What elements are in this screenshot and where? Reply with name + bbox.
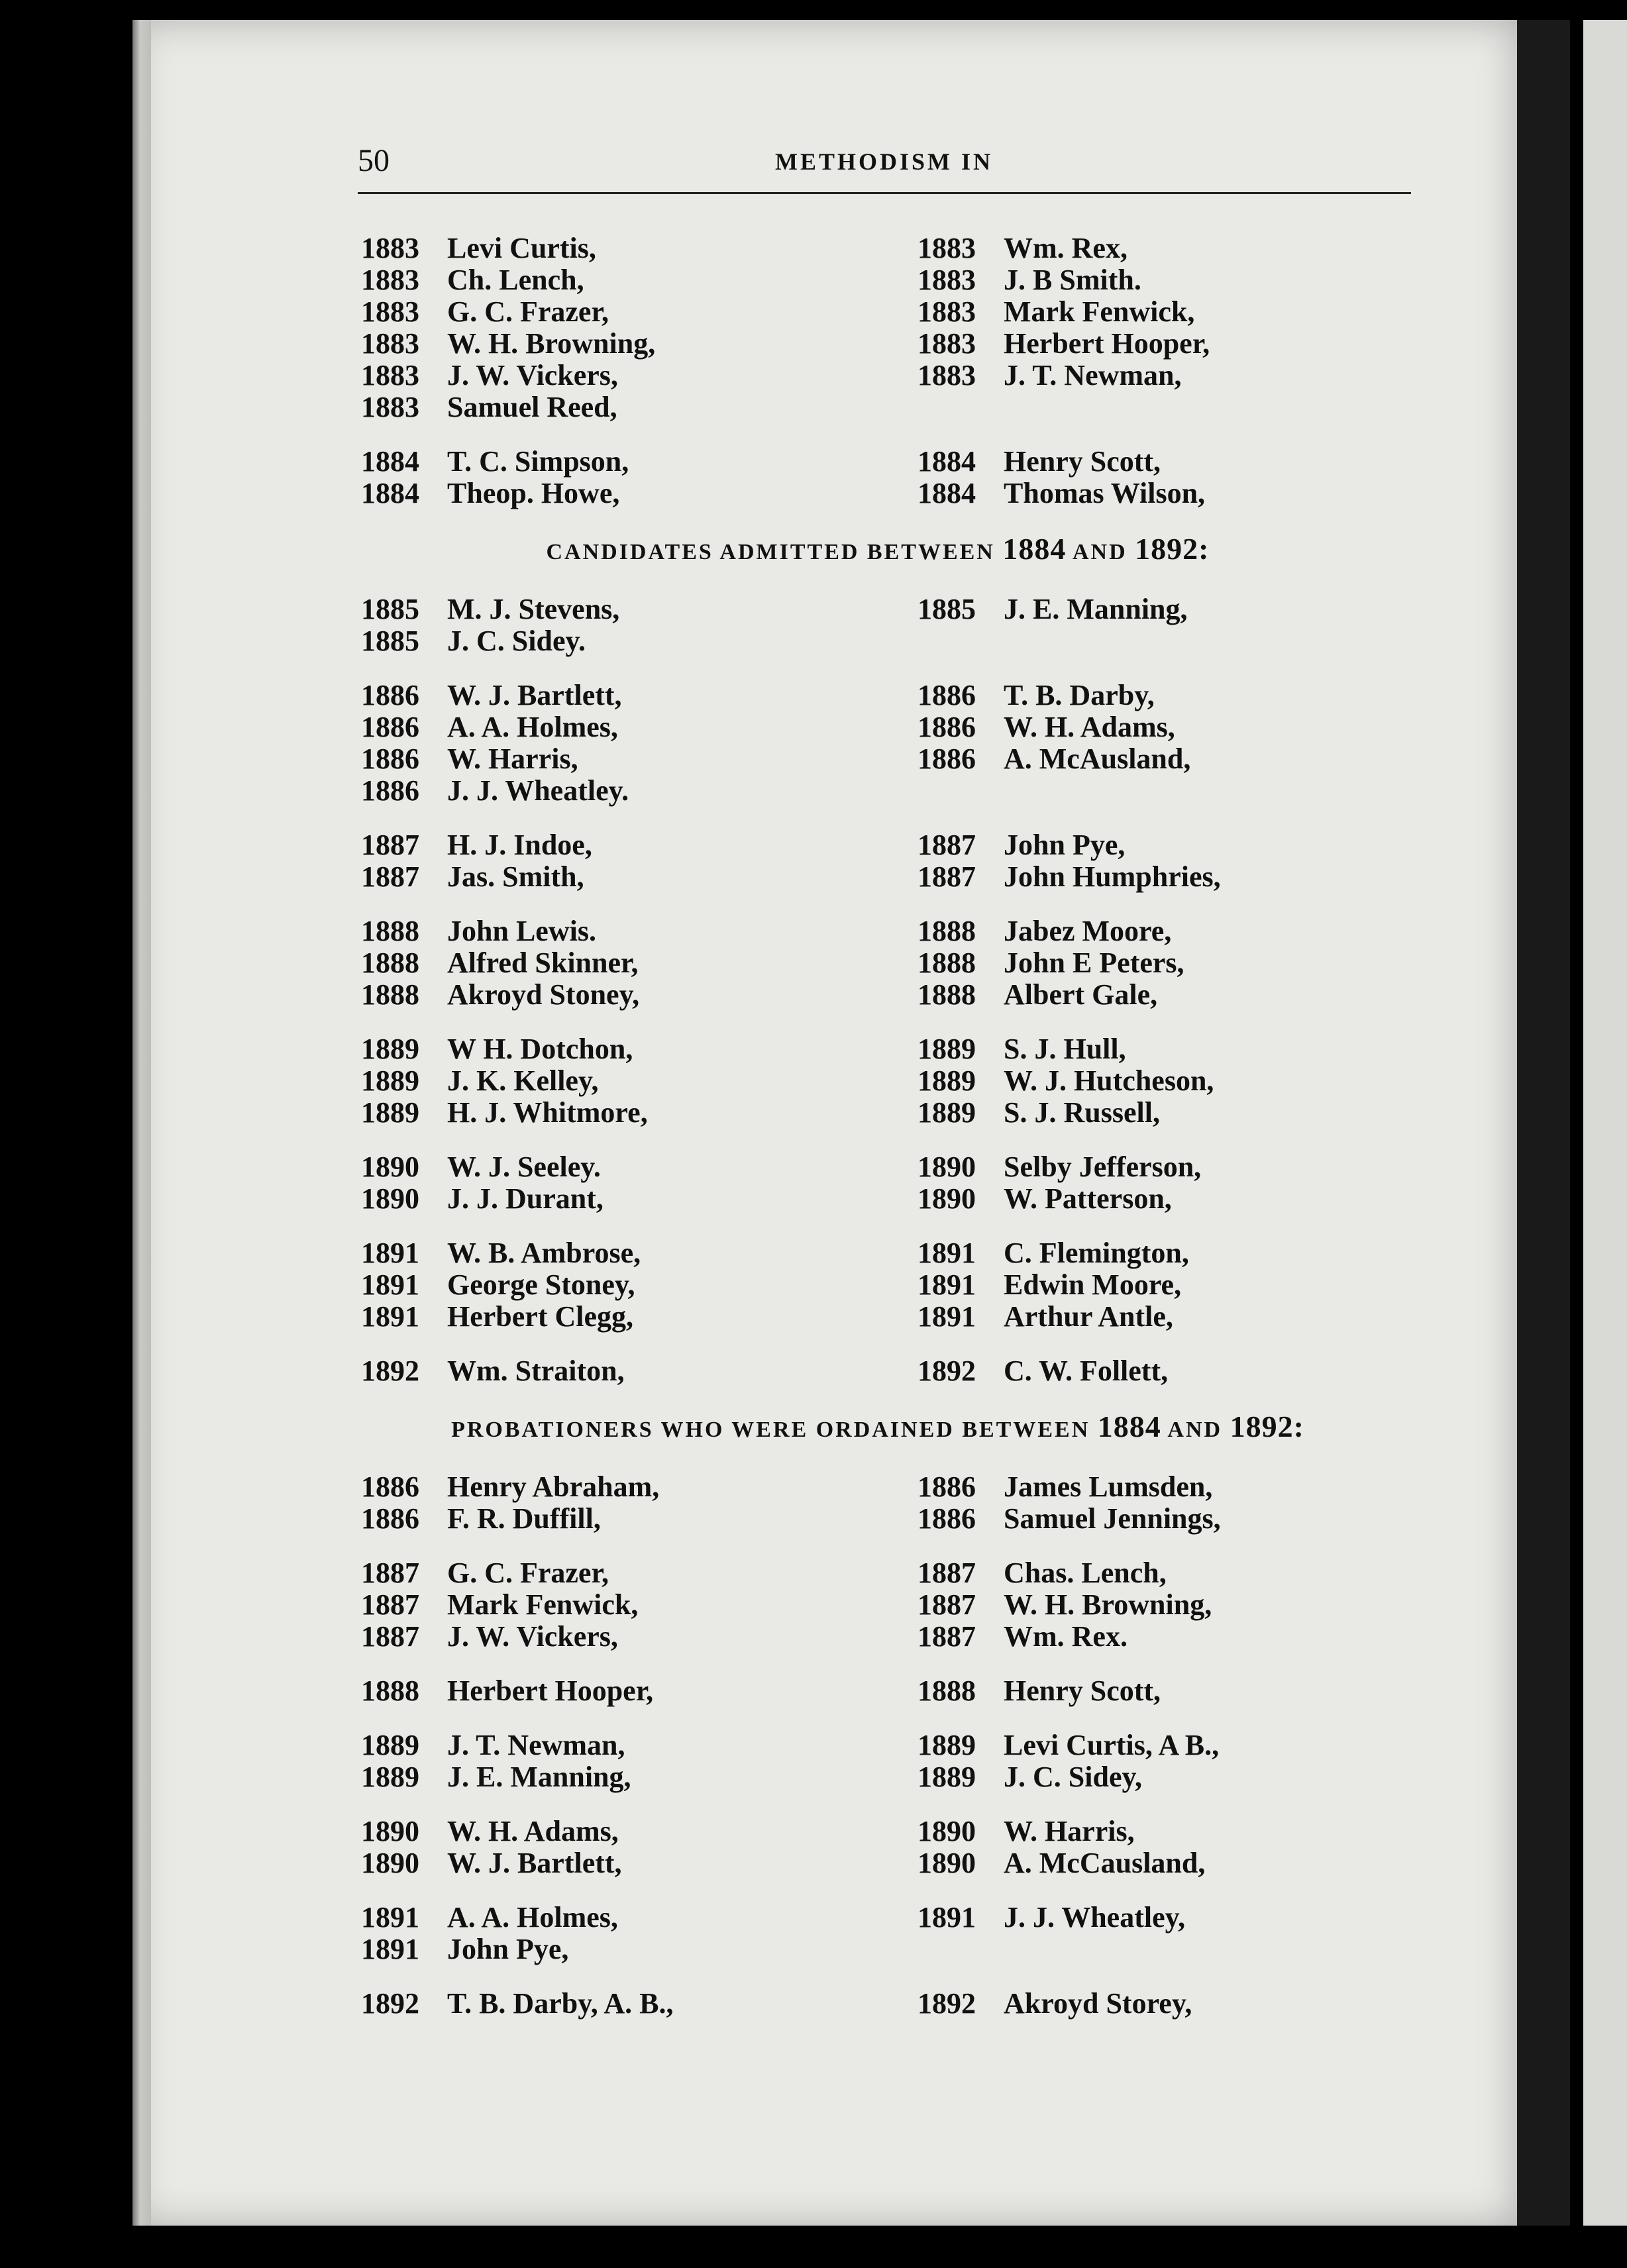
page-edge [132, 20, 151, 2226]
entry-name: J. B Smith. [1004, 263, 1141, 296]
entry-name: S. J. Hull, [1004, 1032, 1126, 1065]
list-row [361, 1557, 1394, 1588]
entry-year: 1888 [918, 978, 976, 1011]
entry-year: 1891 [918, 1236, 976, 1269]
entry-name: W. H. Adams, [1004, 710, 1175, 743]
entry-year: 1885 [361, 592, 419, 625]
entry-year: 1891 [361, 1268, 419, 1301]
entry-name: Wm. Rex. [1004, 1620, 1128, 1653]
heading-year-end: 1892: [1230, 1410, 1304, 1443]
list-row [361, 1033, 1394, 1064]
list-row [361, 711, 1394, 743]
entry-name: Ch. Lench, [447, 263, 584, 296]
entry-year: 1889 [918, 1760, 976, 1793]
entry-year: 1884 [361, 476, 419, 509]
entry-year: 1883 [361, 263, 419, 296]
entry-name: M. J. Stevens, [447, 592, 620, 625]
list-row [361, 679, 1394, 711]
entry-name: J. C. Sidey, [1004, 1760, 1143, 1793]
entry-name: James Lumsden, [1004, 1470, 1213, 1503]
list-row [361, 1675, 1394, 1706]
entry-year: 1891 [361, 1932, 419, 1965]
list-row [361, 947, 1394, 978]
list-row [361, 445, 1394, 477]
heading-text: CANDIDATES ADMITTED BETWEEN [546, 540, 1003, 564]
entry-year: 1889 [918, 1032, 976, 1065]
entry-year: 1883 [918, 358, 976, 391]
year-group [361, 1033, 1394, 1128]
entry-name: J. T. Newman, [1004, 358, 1182, 391]
list-row [361, 829, 1394, 860]
list-row [361, 1588, 1394, 1620]
list-row [361, 1096, 1394, 1128]
entry-year: 1883 [361, 358, 419, 391]
entry-name: Thomas Wilson, [1004, 476, 1206, 509]
entry-year: 1892 [918, 1986, 976, 2020]
entry-year: 1890 [918, 1814, 976, 1847]
entry-name: A. McAusland, [1004, 742, 1191, 775]
entry-year: 1885 [361, 624, 419, 657]
year-group [361, 1675, 1394, 1706]
list-row [361, 1470, 1394, 1502]
list-row [361, 1901, 1394, 1933]
entry-name: Jas. Smith, [447, 860, 584, 893]
entry-name: J. J. Wheatley. [447, 774, 629, 807]
entry-name: Mark Fenwick, [447, 1588, 639, 1621]
entry-year: 1886 [361, 742, 419, 775]
list-row [361, 625, 1394, 656]
entry-year: 1887 [918, 1620, 976, 1653]
entry-year: 1888 [918, 1674, 976, 1707]
entry-year: 1887 [918, 828, 976, 861]
entry-name: Henry Scott, [1004, 444, 1161, 478]
entry-name: Herbert Clegg, [447, 1300, 633, 1333]
entry-name: Henry Abraham, [447, 1470, 660, 1503]
entry-year: 1886 [918, 1470, 976, 1503]
entry-year: 1888 [918, 914, 976, 947]
entry-year: 1886 [918, 1502, 976, 1535]
entry-year: 1889 [918, 1096, 976, 1129]
entry-name: Herbert Hooper, [447, 1674, 654, 1707]
entry-name: J. J. Durant, [447, 1182, 604, 1215]
list-row [361, 1847, 1394, 1879]
entry-year: 1883 [918, 327, 976, 360]
list-row [361, 1237, 1394, 1268]
entry-year: 1887 [361, 828, 419, 861]
list-row [361, 1300, 1394, 1332]
entry-name: J. W. Vickers, [447, 358, 618, 391]
entry-name: H. J. Whitmore, [447, 1096, 648, 1129]
heading-year-start: 1884 [1097, 1410, 1161, 1443]
entry-name: J. E. Manning, [1004, 592, 1188, 625]
entry-year: 1883 [361, 295, 419, 328]
entry-name: W. H. Adams, [447, 1814, 619, 1847]
entry-name: John Lewis. [447, 914, 596, 947]
entry-name: Edwin Moore, [1004, 1268, 1182, 1301]
list-section [361, 1409, 1394, 2019]
page-number: 50 [358, 143, 390, 178]
heading-year-end: 1892: [1135, 532, 1210, 566]
entry-year: 1884 [361, 444, 419, 478]
entry-year: 1886 [918, 710, 976, 743]
entry-year: 1886 [918, 742, 976, 775]
entry-year: 1884 [918, 476, 976, 509]
entry-name: Akroyd Storey, [1004, 1986, 1192, 2020]
entry-year: 1891 [918, 1268, 976, 1301]
entry-name: T. B. Darby, [1004, 678, 1155, 711]
entry-name: G. C. Frazer, [447, 295, 609, 328]
list-row [361, 1620, 1394, 1652]
section-heading [361, 1409, 1394, 1444]
entry-year: 1889 [361, 1064, 419, 1097]
entry-year: 1886 [361, 678, 419, 711]
list-row [361, 1182, 1394, 1214]
year-group [361, 915, 1394, 1010]
entry-name: T. C. Simpson, [447, 444, 629, 478]
entry-name: H. J. Indoe, [447, 828, 592, 861]
entry-name: C. Flemington, [1004, 1236, 1189, 1269]
entry-name: Henry Scott, [1004, 1674, 1161, 1707]
ministers-list [361, 232, 1394, 2041]
year-group [361, 1355, 1394, 1386]
entry-year: 1889 [918, 1728, 976, 1761]
list-row [361, 1815, 1394, 1847]
heading-and: AND [1066, 540, 1135, 564]
entry-name: J. J. Wheatley, [1004, 1900, 1186, 1933]
entry-name: W H. Dotchon, [447, 1032, 633, 1065]
entry-name: J. T. Newman, [447, 1728, 625, 1761]
entry-year: 1889 [361, 1760, 419, 1793]
list-row [361, 1987, 1394, 2019]
entry-year: 1891 [361, 1900, 419, 1933]
list-row [361, 774, 1394, 806]
entry-year: 1890 [361, 1846, 419, 1879]
running-head: METHODISM IN [775, 148, 994, 175]
entry-name: George Stoney, [447, 1268, 635, 1301]
entry-name: W. H. Browning, [1004, 1588, 1212, 1621]
entry-year: 1887 [361, 1556, 419, 1589]
entry-name: F. R. Duffill, [447, 1502, 601, 1535]
facing-page-edge [1583, 20, 1627, 2226]
entry-year: 1887 [918, 1588, 976, 1621]
entry-year: 1890 [361, 1150, 419, 1183]
entry-name: Albert Gale, [1004, 978, 1158, 1011]
entry-name: A. A. Holmes, [447, 1900, 618, 1933]
list-row [361, 1355, 1394, 1386]
list-row [361, 477, 1394, 509]
entry-year: 1886 [361, 774, 419, 807]
entry-name: Jabez Moore, [1004, 914, 1172, 947]
entry-name: Herbert Hooper, [1004, 327, 1210, 360]
entry-year: 1890 [918, 1182, 976, 1215]
list-row [361, 391, 1394, 423]
entry-name: Samuel Jennings, [1004, 1502, 1221, 1535]
heading-year-start: 1884 [1002, 532, 1067, 566]
list-row [361, 1729, 1394, 1761]
entry-year: 1883 [918, 263, 976, 296]
entry-year: 1889 [361, 1096, 419, 1129]
entry-name: J. K. Kelley, [447, 1064, 599, 1097]
list-row [361, 1761, 1394, 1792]
page-header [358, 142, 1411, 189]
entry-year: 1890 [361, 1182, 419, 1215]
heading-and: AND [1161, 1418, 1230, 1442]
entry-name: Alfred Skinner, [447, 946, 639, 979]
year-group [361, 1729, 1394, 1792]
header-rule [358, 192, 1411, 194]
entry-name: A. A. Holmes, [447, 710, 618, 743]
entry-year: 1892 [361, 1986, 419, 2020]
entry-year: 1887 [361, 860, 419, 893]
list-row [361, 1064, 1394, 1096]
list-section [361, 531, 1394, 1386]
entry-name: W. J. Bartlett, [447, 1846, 622, 1879]
entry-year: 1887 [361, 1620, 419, 1653]
year-group [361, 1470, 1394, 1534]
year-group [361, 445, 1394, 509]
year-group [361, 1901, 1394, 1965]
year-group [361, 679, 1394, 806]
list-row [361, 295, 1394, 327]
entry-name: J. C. Sidey. [447, 624, 586, 657]
entry-year: 1883 [361, 327, 419, 360]
entry-year: 1888 [361, 1674, 419, 1707]
entry-year: 1888 [361, 978, 419, 1011]
entry-year: 1891 [918, 1300, 976, 1333]
year-group [361, 1987, 1394, 2019]
entry-name: John Pye, [1004, 828, 1126, 861]
entry-name: G. C. Frazer, [447, 1556, 609, 1589]
entry-year: 1886 [361, 1470, 419, 1503]
entry-year: 1883 [361, 231, 419, 264]
entry-name: W. Harris, [1004, 1814, 1135, 1847]
heading-text: PROBATIONERS WHO WERE ORDAINED BETWEEN [451, 1418, 1098, 1442]
entry-name: W. Harris, [447, 742, 578, 775]
entry-name: Chas. Lench, [1004, 1556, 1167, 1589]
entry-year: 1885 [918, 592, 976, 625]
entry-name: C. W. Follett, [1004, 1354, 1169, 1387]
entry-name: J. E. Manning, [447, 1760, 631, 1793]
entry-name: John Humphries, [1004, 860, 1221, 893]
entry-name: W. J. Bartlett, [447, 678, 622, 711]
entry-year: 1891 [361, 1236, 419, 1269]
list-row [361, 232, 1394, 264]
book-spine [1517, 20, 1570, 2226]
year-group [361, 1557, 1394, 1652]
entry-name: A. McCausland, [1004, 1846, 1206, 1879]
entry-year: 1883 [918, 295, 976, 328]
entry-name: W. H. Browning, [447, 327, 656, 360]
entry-year: 1886 [361, 710, 419, 743]
year-group [361, 1151, 1394, 1214]
entry-year: 1892 [361, 1354, 419, 1387]
entry-name: Mark Fenwick, [1004, 295, 1195, 328]
entry-year: 1886 [918, 678, 976, 711]
entry-year: 1890 [918, 1150, 976, 1183]
entry-year: 1888 [918, 946, 976, 979]
entry-name: Akroyd Stoney, [447, 978, 640, 1011]
entry-name: W. J. Seeley. [447, 1150, 601, 1183]
entry-year: 1887 [361, 1588, 419, 1621]
year-group [361, 1815, 1394, 1879]
entry-name: Wm. Rex, [1004, 231, 1128, 264]
year-group [361, 829, 1394, 892]
list-row [361, 593, 1394, 625]
entry-year: 1889 [918, 1064, 976, 1097]
entry-year: 1888 [361, 914, 419, 947]
entry-name: John Pye, [447, 1932, 569, 1965]
list-row [361, 743, 1394, 774]
list-row [361, 327, 1394, 359]
entry-name: Wm. Straiton, [447, 1354, 625, 1387]
entry-name: J. W. Vickers, [447, 1620, 618, 1653]
entry-year: 1888 [361, 946, 419, 979]
list-row [361, 1268, 1394, 1300]
list-row [361, 1151, 1394, 1182]
entry-name: W. J. Hutcheson, [1004, 1064, 1214, 1097]
entry-name: W. Patterson, [1004, 1182, 1172, 1215]
entry-year: 1889 [361, 1728, 419, 1761]
entry-name: Levi Curtis, A B., [1004, 1728, 1220, 1761]
entry-year: 1883 [361, 390, 419, 423]
list-section [361, 232, 1394, 509]
list-row [361, 915, 1394, 947]
entry-name: S. J. Russell, [1004, 1096, 1160, 1129]
entry-year: 1883 [918, 231, 976, 264]
entry-name: Selby Jefferson, [1004, 1150, 1202, 1183]
entry-year: 1884 [918, 444, 976, 478]
entry-year: 1892 [918, 1354, 976, 1387]
entry-year: 1890 [918, 1846, 976, 1879]
entry-name: Levi Curtis, [447, 231, 596, 264]
list-row [361, 978, 1394, 1010]
entry-year: 1886 [361, 1502, 419, 1535]
entry-name: Samuel Reed, [447, 390, 617, 423]
entry-name: T. B. Darby, A. B., [447, 1986, 674, 2020]
entry-name: W. B. Ambrose, [447, 1236, 641, 1269]
list-row [361, 1933, 1394, 1965]
year-group [361, 593, 1394, 656]
entry-year: 1889 [361, 1032, 419, 1065]
list-row [361, 860, 1394, 892]
entry-year: 1891 [918, 1900, 976, 1933]
entry-year: 1887 [918, 1556, 976, 1589]
entry-year: 1887 [918, 860, 976, 893]
entry-year: 1890 [361, 1814, 419, 1847]
year-group [361, 232, 1394, 423]
list-row [361, 359, 1394, 391]
list-row [361, 264, 1394, 295]
year-group [361, 1237, 1394, 1332]
entry-name: Theop. Howe, [447, 476, 620, 509]
section-heading [361, 531, 1394, 566]
entry-name: John E Peters, [1004, 946, 1184, 979]
list-row [361, 1502, 1394, 1534]
entry-year: 1891 [361, 1300, 419, 1333]
entry-name: Arthur Antle, [1004, 1300, 1173, 1333]
